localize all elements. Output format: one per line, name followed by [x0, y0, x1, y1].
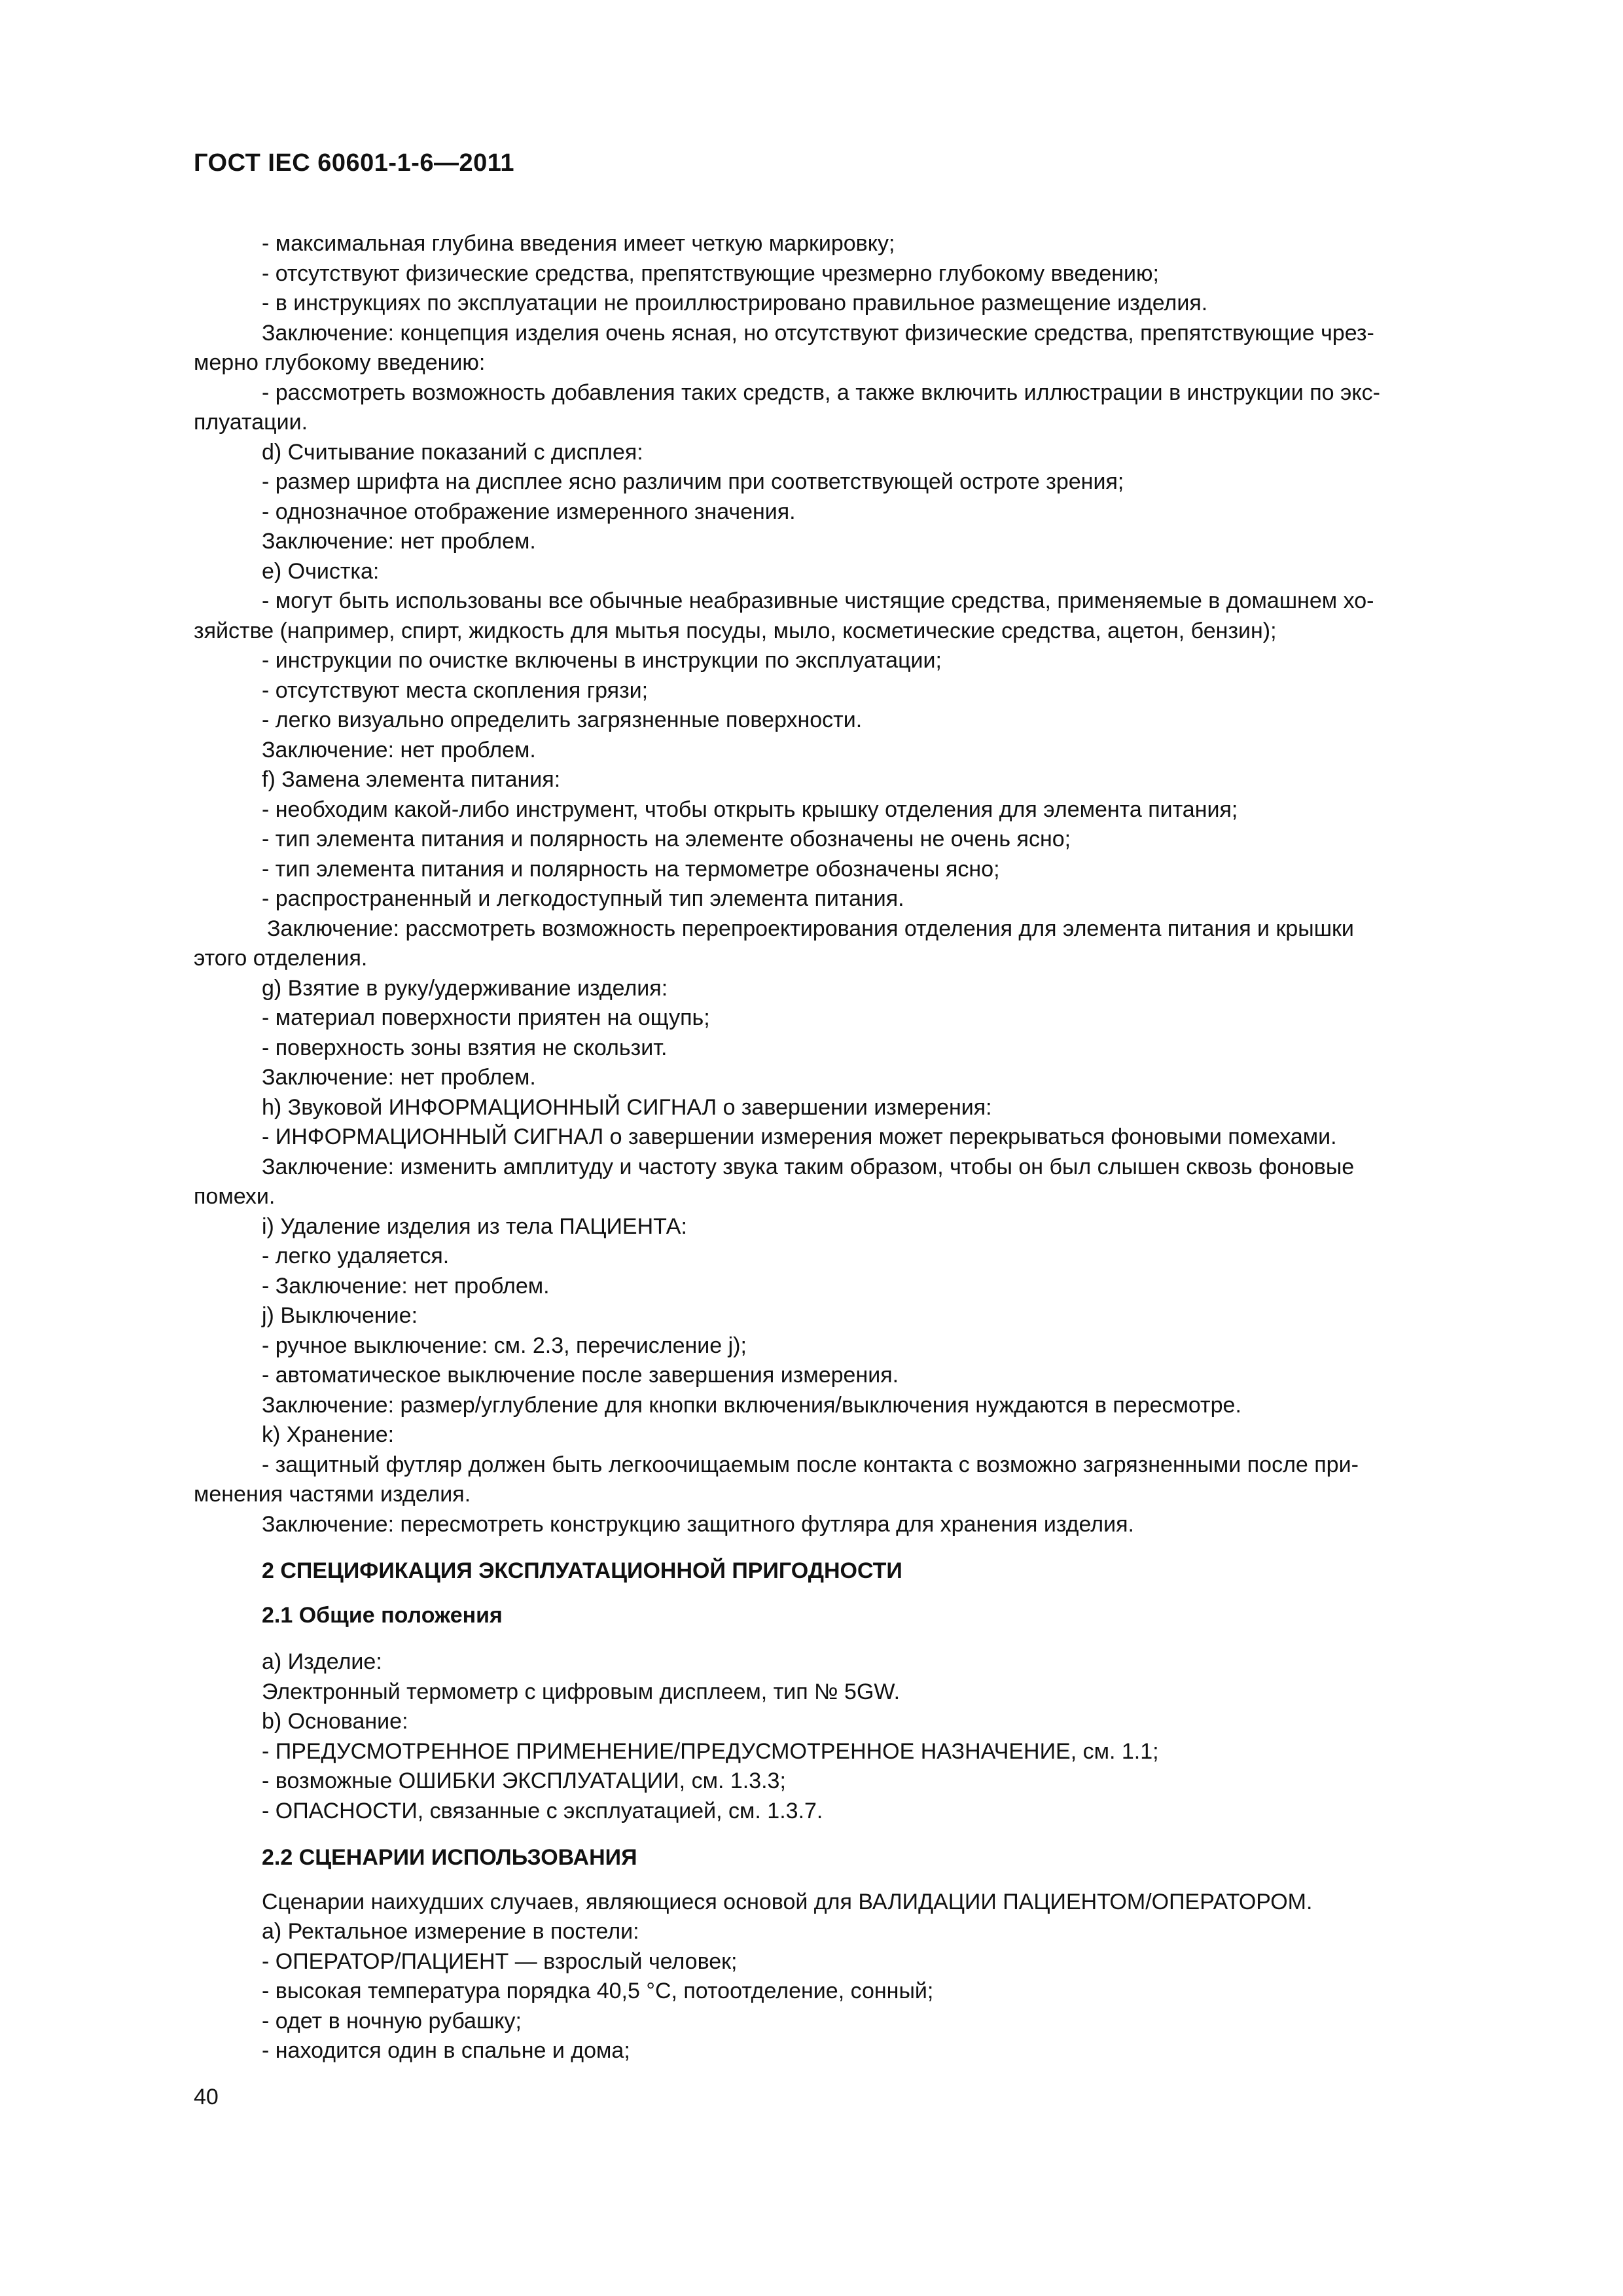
text-line: - автоматическое выключение после завершения измерения.	[262, 1363, 899, 1388]
list-item-heading: i) Удаление изделия из тела ПАЦИЕНТА:	[262, 1213, 687, 1239]
text-line: - инструкции по очистке включены в инструкции по эксплуатации;	[262, 648, 942, 673]
conclusion-line: - Заключение: нет проблем.	[262, 1273, 550, 1299]
list-item-heading: k) Хранение:	[262, 1422, 395, 1447]
list-item-heading: b) Основание:	[262, 1709, 408, 1734]
list-item-heading: h) Звуковой ИНФОРМАЦИОННЫЙ СИГНАЛ о завершении измерения:	[262, 1094, 992, 1120]
conclusion-line: Заключение: пересмотреть конструкцию защитного футляра для хранения изделия.	[262, 1511, 1134, 1537]
page-body	[194, 229, 1519, 2066]
text-line: - ИНФОРМАЦИОННЫЙ СИГНАЛ о завершении измерения может перекрываться фоновыми помехами.	[262, 1124, 1337, 1149]
conclusion-line: Заключение: нет проблем.	[262, 1065, 536, 1090]
conclusion-line: Заключение: нет проблем.	[262, 737, 536, 762]
text-line: менения частями изделия.	[194, 1482, 471, 1507]
text-line: - тип элемента питания и полярность на элементе обозначены не очень ясно;	[262, 827, 1071, 852]
text-line: - защитный футляр должен быть легкоочищаемым после контакта с возможно загрязненными после при-	[262, 1452, 1359, 1477]
subsection-heading: 2.2 СЦЕНАРИИ ИСПОЛЬЗОВАНИЯ	[262, 1845, 637, 1870]
text-line: - легко визуально определить загрязненные поверхности.	[262, 708, 863, 732]
text-line: - необходим какой-либо инструмент, чтобы открыть крышку отделения для элемента питания;	[262, 797, 1238, 822]
text-line: - ПРЕДУСМОТРЕННОЕ ПРИМЕНЕНИЕ/ПРЕДУСМОТРЕННОЕ НАЗНАЧЕНИЕ, см. 1.1;	[262, 1738, 1159, 1764]
text-line: - одет в ночную рубашку;	[262, 2008, 522, 2034]
text-line: Сценарии наихудших случаев, являющиеся основой для ВАЛИДАЦИИ ПАЦИЕНТОМ/ОПЕРАТОРОМ.	[262, 1889, 1313, 1914]
text-line: - высокая температура порядка 40,5 °С, потоотделение, сонный;	[262, 1979, 934, 2003]
text-line: - ОПЕРАТОР/ПАЦИЕНТ — взрослый человек;	[262, 1948, 738, 1974]
subsection-heading: 2.1 Общие положения	[262, 1602, 503, 1628]
text-line: Заключение: рассмотреть возможность перепроектирования отделения для элемента питания и крышки	[267, 916, 1354, 941]
text-line: - находится один в спальне и дома;	[262, 2038, 630, 2063]
text-line: - возможные ОШИБКИ ЭКСПЛУАТАЦИИ, см. 1.3.3;	[262, 1768, 786, 1793]
paragraph	[194, 914, 1519, 974]
list-item-heading: j) Выключение:	[262, 1303, 418, 1328]
text-line: зяйстве (например, спирт, жидкость для мытья посуды, мыло, косметические средства, ацетон, бензин);	[194, 618, 1277, 643]
text-line: - поверхность зоны взятия не скользит.	[262, 1035, 668, 1060]
text-line: - распространенный и легкодоступный тип элемента питания.	[262, 886, 904, 911]
conclusion-line: Заключение: размер/углубление для кнопки включения/выключения нуждаются в пересмотре.	[262, 1392, 1241, 1418]
text-line: помехи.	[194, 1184, 276, 1209]
text-line: - рассмотреть возможность добавления таких средств, а также включить иллюстрации в инструкции по экс-	[262, 380, 1380, 405]
section-heading: 2 СПЕЦИФИКАЦИЯ ЭКСПЛУАТАЦИОННОЙ ПРИГОДНОСТИ	[262, 1558, 902, 1583]
list-item-heading: а) Изделие:	[262, 1649, 382, 1674]
text-line: - отсутствуют места скопления грязи;	[262, 677, 649, 703]
text-line: Заключение: концепция изделия очень ясная, но отсутствуют физические средства, препятствующие чрез-	[262, 320, 1374, 346]
text-line: - могут быть использованы все обычные неабразивные чистящие средства, применяемые в домашнем хо-	[262, 588, 1374, 613]
text-line: - однозначное отображение измеренного значения.	[262, 499, 796, 524]
paragraph	[194, 319, 1519, 378]
page-number: 40	[194, 2085, 219, 2109]
text-line: Заключение: изменить амплитуду и частоту звука таким образом, чтобы он был слышен сквозь фоновые	[262, 1154, 1355, 1179]
text-line: - размер шрифта на дисплее ясно различим при соответствующей остроте зрения;	[262, 469, 1124, 494]
text-line: - ручное выключение: см. 2.3, перечисление j);	[262, 1333, 747, 1358]
text-line: мерно глубокому введению:	[194, 350, 486, 375]
paragraph	[194, 378, 1519, 438]
list-item-heading: g) Взятие в руку/удерживание изделия:	[262, 975, 668, 1001]
list-item-heading: f) Замена элемента питания:	[262, 767, 561, 792]
text-line: Электронный термометр с цифровым дисплеем, тип № 5GW.	[262, 1679, 901, 1704]
paragraph	[194, 1153, 1519, 1212]
paragraph	[194, 1450, 1519, 1510]
text-line: - тип элемента питания и полярность на термометре обозначены ясно;	[262, 856, 1000, 882]
text-line: этого отделения.	[194, 946, 368, 971]
text-line: плуатации.	[194, 410, 308, 435]
conclusion-line: Заключение: нет проблем.	[262, 529, 536, 554]
list-item-heading: а) Ректальное измерение в постели:	[262, 1919, 639, 1944]
list-item-heading: d) Считывание показаний с дисплея:	[262, 439, 643, 465]
text-line: - ОПАСНОСТИ, связанные с эксплуатацией, см. 1.3.7.	[262, 1798, 823, 1823]
list-item-heading: е) Очистка:	[262, 558, 380, 584]
text-line: - материал поверхности приятен на ощупь;	[262, 1005, 710, 1030]
text-line: - в инструкциях по эксплуатации не проиллюстрировано правильное размещение изделия.	[262, 291, 1208, 315]
paragraph	[194, 586, 1519, 646]
text-line: - легко удаляется.	[262, 1244, 450, 1268]
page-header-standard-title: ГОСТ IEC 60601-1-6—2011	[194, 149, 514, 177]
text-line: - максимальная глубина введения имеет четкую маркировку;	[262, 231, 895, 256]
text-line: - отсутствуют физические средства, препятствующие чрезмерно глубокому введению;	[262, 260, 1159, 286]
